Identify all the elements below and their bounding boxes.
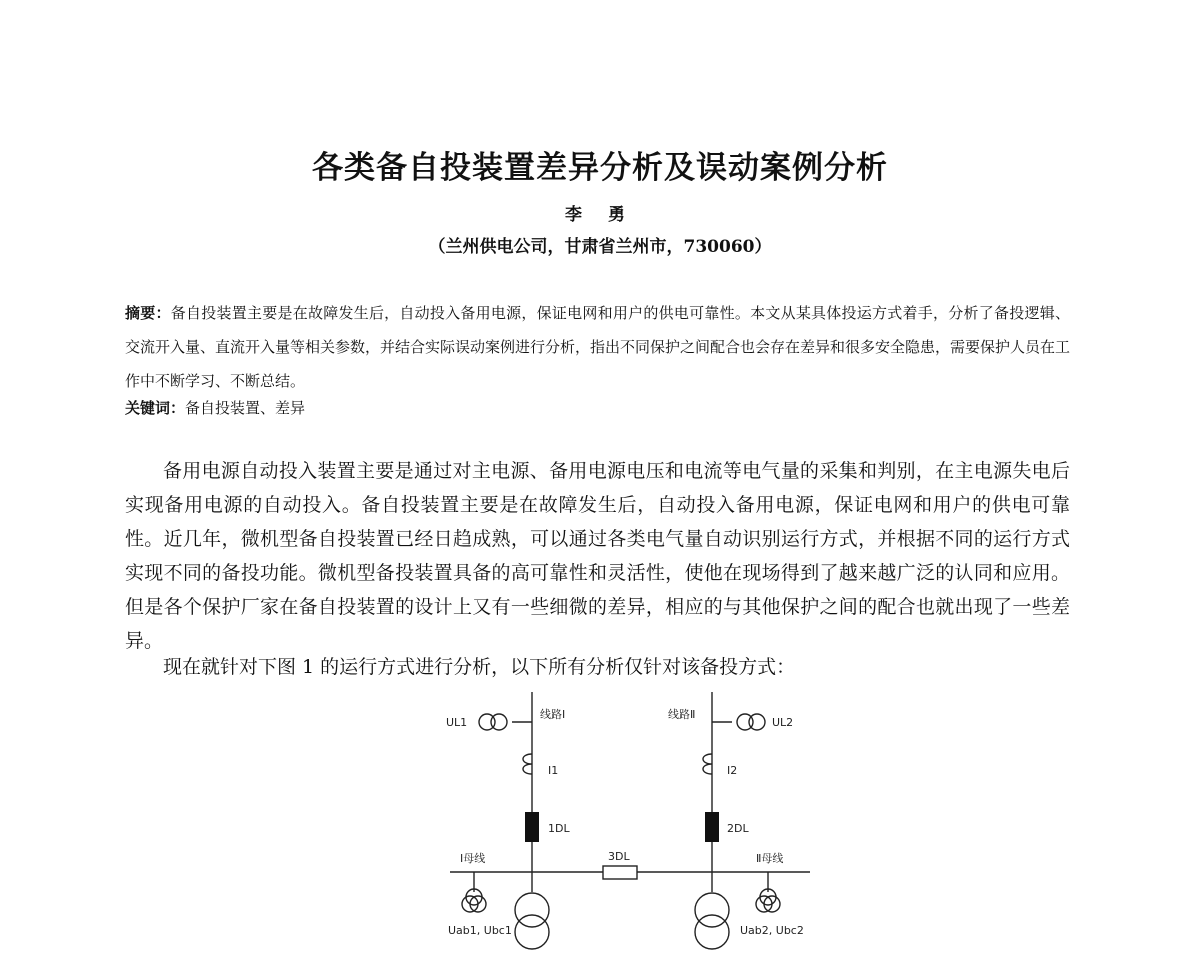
breaker-3dl-icon (603, 866, 637, 879)
keywords-label: 关键词： (125, 399, 186, 417)
abstract (125, 296, 1070, 398)
breaker-2dl-label: 2DL (727, 822, 749, 835)
keywords (125, 393, 1070, 423)
author: 李 勇 (565, 205, 635, 225)
line2-label: 线路Ⅱ (668, 708, 696, 721)
bus2-label: Ⅱ母线 (756, 852, 784, 865)
paper-title: 各类备自投装置差异分析及误动案例分析 (312, 150, 888, 186)
keywords-text: 备自投装置、差异 (185, 399, 306, 417)
affiliation: （兰州供电公司，甘肃省兰州市，730060） (428, 237, 772, 257)
line1-label: 线路Ⅰ (540, 708, 566, 721)
abstract-text: 备自投装置主要是在故障发生后，自动投入备用电源，保证电网和用户的供电可靠性。本文从某具体投运方式着手，分析了备投逻辑、交流开入量、直流开入量等相关参数，并结合实际误动案例进行分析，指出不同保护之间配合也会存在差异和很多安全隐患，需要保护人员在工作中不断学习、不断总结。 (125, 304, 1071, 390)
ct-i2-icon (703, 754, 712, 774)
breaker-2dl-icon (705, 812, 719, 842)
figure-1-wiring-diagram (440, 692, 820, 965)
transformer1-icon-bottom (515, 915, 549, 949)
transformer2-icon-bottom (695, 915, 729, 949)
ul2-label: UL2 (772, 716, 794, 729)
abstract-label: 摘要： (125, 304, 171, 322)
ul2-pt-icon-b (749, 714, 765, 730)
body-paragraph-1: 备用电源自动投入装置主要是通过对主电源、备用电源电压和电流等电气量的采集和判别，在主电源失电后实现备用电源的自动投入。备自投装置主要是在故障发生后，自动投入备用电源，保证电网和用户的供电可靠性。近几年，微机型备自投装置已经日趋成熟，可以通过各类电气量自动识别运行方式，并根据不同的运行方式实现不同的备投功能。微机型备投装置具备的高可靠性和灵活性，使他在现场得到了越来越广泛的认同和应用。但是各个保护厂家在备自投装置的设计上又有一些细微的差异，相应的与其他保护之间的配合也就出现了一些差异。 (125, 460, 1070, 652)
transformer1-icon-top (515, 893, 549, 927)
body-paragraph-2: 现在就针对下图 1 的运行方式进行分析，以下所有分析仅针对该备投方式： (163, 656, 796, 678)
pt2-label: Uab2, Ubc2 (740, 924, 804, 937)
ul1-pt-icon-b (491, 714, 507, 730)
i1-label: I1 (548, 764, 559, 777)
pt1-label: Uab1, Ubc1 (448, 924, 512, 937)
ul1-label: UL1 (446, 716, 468, 729)
transformer2-icon-top (695, 893, 729, 927)
ct-i1-icon (523, 754, 532, 774)
breaker-1dl-icon (525, 812, 539, 842)
i2-label: I2 (727, 764, 738, 777)
breaker-1dl-label: 1DL (548, 822, 570, 835)
breaker-3dl-label: 3DL (608, 850, 630, 863)
bus1-label: Ⅰ母线 (460, 852, 486, 865)
